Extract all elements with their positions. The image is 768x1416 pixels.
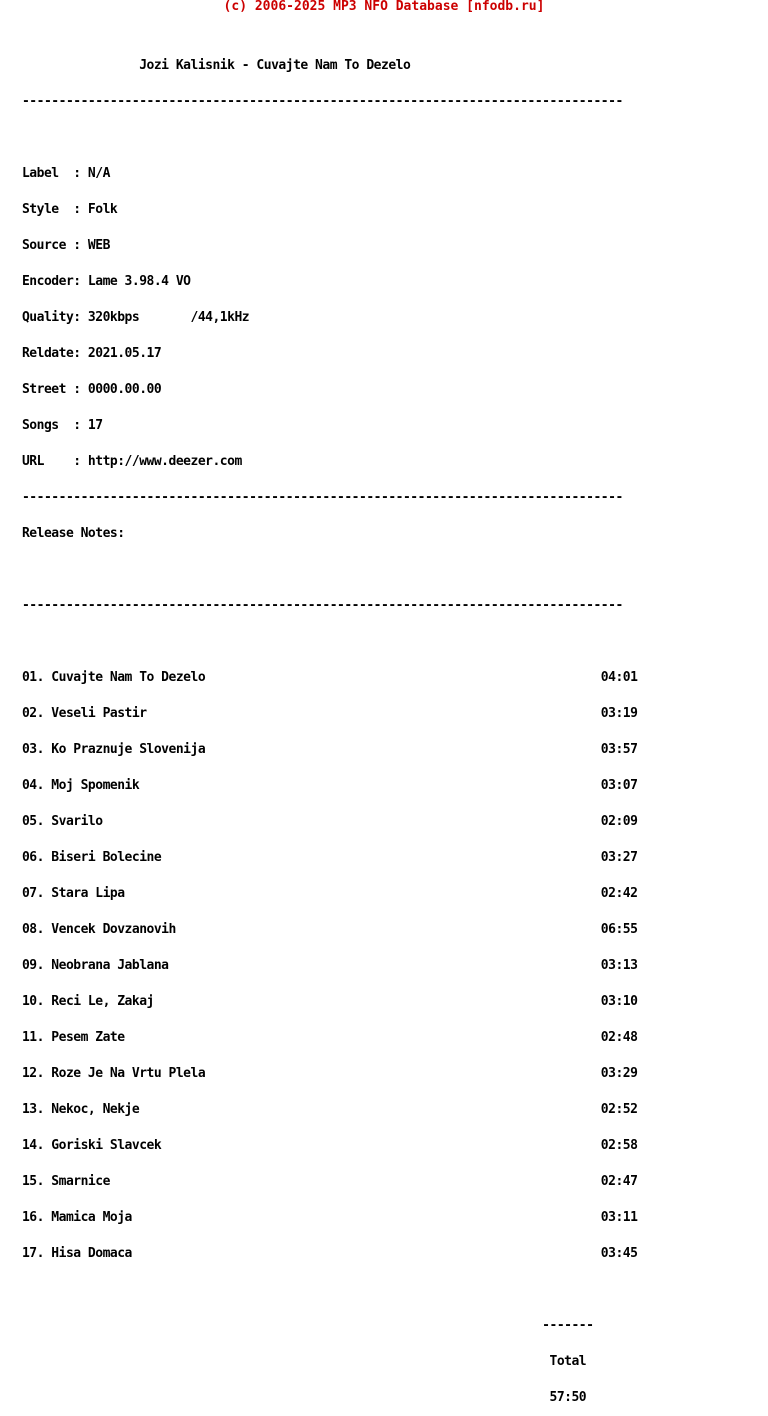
total-label: Total	[0, 1354, 587, 1369]
track-row: 12. Roze Je Na Vrtu Plela 03:29	[0, 1066, 638, 1081]
blank-line	[0, 132, 637, 144]
info-street: Street : 0000.00.00	[0, 382, 162, 397]
info-style: Style : Folk	[0, 202, 118, 217]
track-row: 02. Veseli Pastir 03:19	[0, 706, 638, 721]
track-row: 11. Pesem Zate 02:48	[0, 1030, 638, 1045]
track-row: 05. Svarilo 02:09	[0, 814, 638, 829]
info-quality: Quality: 320kbps /44,1kHz	[0, 310, 250, 325]
info-encoder: Encoder: Lame 3.98.4 VO	[0, 274, 191, 289]
track-row: 09. Neobrana Jablana 03:13	[0, 958, 638, 973]
track-row: 17. Hisa Domaca 03:45	[0, 1246, 638, 1261]
blank-line	[0, 564, 637, 576]
info-reldate: Reldate: 2021.05.17	[0, 346, 162, 361]
track-row: 10. Reci Le, Zakaj 03:10	[0, 994, 638, 1009]
track-row: 04. Moj Spomenik 03:07	[0, 778, 638, 793]
track-row: 13. Nekoc, Nekje 02:52	[0, 1102, 638, 1117]
divider-rule: ----------------------------------------------------------------------------------	[0, 94, 623, 109]
info-url: URL : http://www.deezer.com	[0, 454, 242, 469]
blank-line	[0, 1284, 637, 1296]
nfo-text	[0, 36, 637, 1416]
track-row: 14. Goriski Slavcek 02:58	[0, 1138, 638, 1153]
info-songs: Songs : 17	[0, 418, 103, 433]
track-row: 08. Vencek Dovzanovih 06:55	[0, 922, 638, 937]
track-row: 15. Smarnice 02:47	[0, 1174, 638, 1189]
album-title-line: Jozi Kalisnik - Cuvajte Nam To Dezelo	[0, 58, 411, 73]
total-time: 57:50	[0, 1390, 587, 1405]
info-label: Label : N/A	[0, 166, 110, 181]
track-row: 03. Ko Praznuje Slovenija 03:57	[0, 742, 638, 757]
track-row: 01. Cuvajte Nam To Dezelo 04:01	[0, 670, 638, 685]
track-row: 06. Biseri Bolecine 03:27	[0, 850, 638, 865]
total-rule: -------	[0, 1318, 594, 1333]
track-row: 07. Stara Lipa 02:42	[0, 886, 638, 901]
info-source: Source : WEB	[0, 238, 110, 253]
track-row: 16. Mamica Moja 03:11	[0, 1210, 638, 1225]
divider-rule: ----------------------------------------------------------------------------------	[0, 598, 623, 613]
site-copyright-header: (c) 2006-2025 MP3 NFO Database [nfodb.ru]	[223, 0, 545, 14]
blank-line	[0, 636, 637, 648]
divider-rule: ----------------------------------------------------------------------------------	[0, 490, 623, 505]
release-notes-label: Release Notes:	[0, 526, 125, 541]
